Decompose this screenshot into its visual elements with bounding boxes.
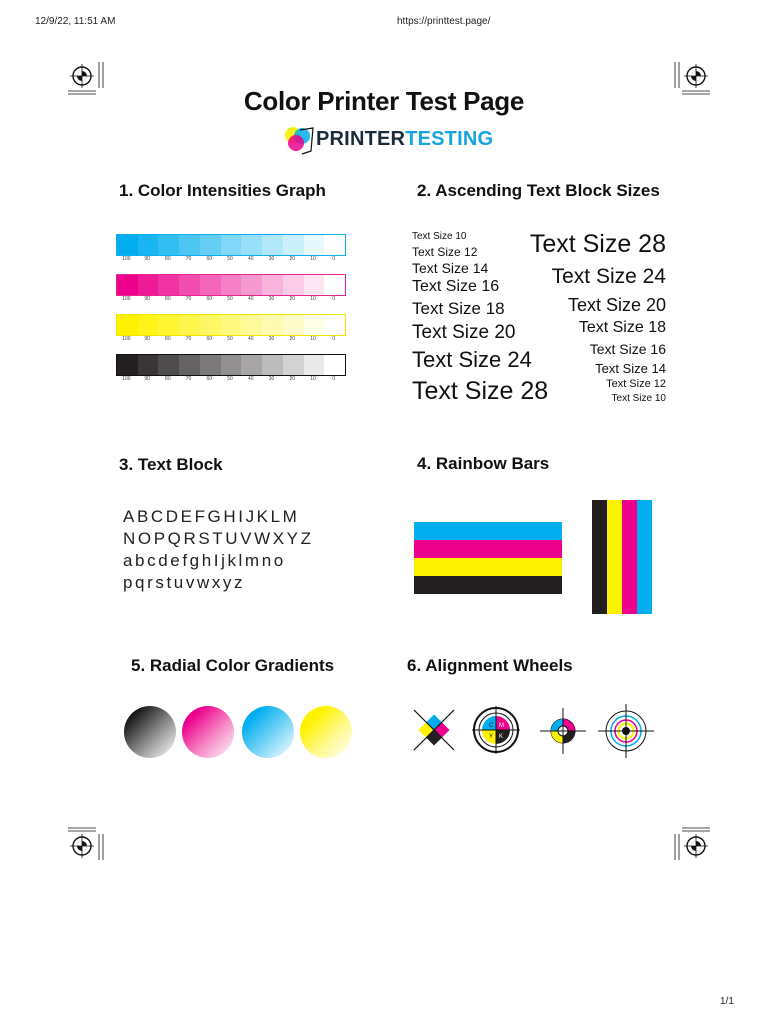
intensity-cell <box>117 355 138 375</box>
intensity-cell <box>304 315 325 335</box>
intensity-tick-label: 10 <box>310 376 316 382</box>
intensity-cell <box>221 275 242 295</box>
intensity-tick-label: 50 <box>227 256 233 262</box>
intensity-bar-black <box>116 354 346 376</box>
intensity-cell <box>138 355 159 375</box>
intensity-tick-label: 20 <box>289 336 296 342</box>
intensity-tick-label: 0 <box>332 256 336 262</box>
intensity-tick-label: 10 <box>310 296 316 302</box>
rainbow-column-magenta <box>622 500 637 614</box>
intensity-tick-label: 0 <box>332 296 336 302</box>
text-size-sample: Text Size 16 <box>589 341 666 357</box>
intensity-tick-label: 80 <box>165 256 171 262</box>
intensity-tick-label: 90 <box>144 296 150 302</box>
intensity-cell <box>179 315 200 335</box>
intensity-cell <box>262 355 283 375</box>
intensity-tick-label: 20 <box>289 376 296 382</box>
intensity-cell <box>179 275 200 295</box>
text-size-sample: Text Size 14 <box>412 260 489 276</box>
intensity-cell <box>158 275 179 295</box>
radial-gradient-black <box>124 706 176 758</box>
intensity-cell <box>304 275 325 295</box>
intensity-tick-label: 70 <box>185 296 192 302</box>
wheel-letter-k: K <box>499 734 504 740</box>
intensity-cell <box>179 355 200 375</box>
logo-text-printer: PRINTER <box>316 128 406 150</box>
section-heading-alignment-wheels: 6. Alignment Wheels <box>407 656 573 675</box>
ascending-text-right <box>500 230 666 410</box>
text-block-line: NOPQRSTUVWXYZ <box>123 529 314 548</box>
intensity-cell <box>241 315 262 335</box>
intensity-cell <box>241 355 262 375</box>
intensity-cell <box>304 235 325 255</box>
intensity-cell <box>283 235 304 255</box>
section-heading-color-intensities: 1. Color Intensities Graph <box>119 181 326 200</box>
intensity-tick-label: 50 <box>227 336 233 342</box>
intensity-tick-label: 70 <box>185 336 192 342</box>
page-title: Color Printer Test Page <box>243 86 525 116</box>
intensity-tick-label: 40 <box>247 256 254 262</box>
text-size-sample: Text Size 28 <box>412 377 549 405</box>
intensity-cell <box>138 235 159 255</box>
intensity-cell <box>200 355 221 375</box>
rainbow-bar-cyan <box>414 522 562 540</box>
intensity-tick-label: 50 <box>227 376 233 382</box>
section-heading-radial-gradients: 5. Radial Color Gradients <box>131 656 335 675</box>
text-size-sample: Text Size 10 <box>611 393 666 404</box>
print-datetime: 12/9/22, 11:51 AM <box>35 16 116 27</box>
intensity-tick-label: 30 <box>268 376 275 382</box>
intensity-tick-label: 100 <box>122 296 131 302</box>
rainbow-column-yellow <box>607 500 622 614</box>
text-size-sample: Text Size 24 <box>412 347 532 372</box>
intensity-ticks-cyan <box>116 256 344 262</box>
intensity-cell <box>283 275 304 295</box>
rainbow-bar-black <box>414 576 562 594</box>
intensity-cell <box>283 355 304 375</box>
alignment-diamond-icon <box>410 706 458 754</box>
wheel-letter-y: Y <box>489 734 494 740</box>
intensity-cell <box>324 355 345 375</box>
intensity-cell <box>241 235 262 255</box>
intensity-cell <box>221 355 242 375</box>
intensity-ticks-yellow <box>116 336 344 342</box>
text-block <box>123 506 314 594</box>
intensity-cell <box>158 355 179 375</box>
text-block-line: pqrstuvwxyz <box>123 573 246 592</box>
rainbow-column-black <box>592 500 607 614</box>
intensity-cell <box>304 355 325 375</box>
intensity-cell <box>179 235 200 255</box>
wheel-letter-m: M <box>499 723 504 729</box>
intensity-cell <box>324 275 345 295</box>
intensity-ticks-black <box>116 376 344 382</box>
section-heading-text-block: 3. Text Block <box>119 455 223 474</box>
text-block-line: abcdefghIjklmno <box>123 551 286 570</box>
intensity-tick-label: 100 <box>122 376 131 382</box>
rainbow-bar-magenta <box>414 540 562 558</box>
intensity-tick-label: 60 <box>206 296 213 302</box>
intensity-ticks-magenta <box>116 296 344 302</box>
text-size-sample: Text Size 24 <box>551 265 666 288</box>
intensity-cell <box>200 315 221 335</box>
registration-mark-bottom-left <box>62 826 108 862</box>
printertesting-logo <box>282 122 512 158</box>
intensity-cell <box>200 275 221 295</box>
text-size-sample: Text Size 18 <box>578 319 666 336</box>
intensity-tick-label: 90 <box>144 376 150 382</box>
intensity-cell <box>138 315 159 335</box>
intensity-cell <box>221 235 242 255</box>
print-url: https://printtest.page/ <box>397 16 491 27</box>
intensity-cell <box>158 315 179 335</box>
intensity-cell <box>138 275 159 295</box>
intensity-tick-label: 40 <box>247 376 254 382</box>
text-size-sample: Text Size 20 <box>567 295 666 315</box>
text-size-sample: Text Size 18 <box>412 299 505 318</box>
intensity-tick-label: 60 <box>206 336 213 342</box>
intensity-cell <box>324 315 345 335</box>
intensity-cell <box>241 275 262 295</box>
intensity-tick-label: 0 <box>332 376 336 382</box>
intensity-tick-label: 40 <box>247 296 254 302</box>
intensity-tick-label: 20 <box>289 296 296 302</box>
logo-wordmark <box>316 128 493 151</box>
intensity-cell <box>283 315 304 335</box>
intensity-cell <box>221 315 242 335</box>
registration-mark-bottom-right <box>670 826 716 862</box>
intensity-tick-label: 30 <box>268 336 275 342</box>
text-size-sample: Text Size 28 <box>529 230 666 258</box>
rainbow-bar-yellow <box>414 558 562 576</box>
intensity-tick-label: 100 <box>122 256 131 262</box>
cmy-circles-icon <box>282 124 316 156</box>
intensity-cell <box>324 235 345 255</box>
text-size-sample: Text Size 12 <box>412 245 478 259</box>
intensity-tick-label: 40 <box>247 336 254 342</box>
text-size-sample: Text Size 20 <box>412 322 516 343</box>
radial-gradient-yellow <box>300 706 352 758</box>
intensity-tick-label: 80 <box>165 296 171 302</box>
section-heading-rainbow-bars: 4. Rainbow Bars <box>417 454 550 473</box>
text-size-sample: Text Size 12 <box>606 378 666 390</box>
intensity-tick-label: 70 <box>185 256 192 262</box>
text-block-line: ABCDEFGHIJKLM <box>123 507 300 526</box>
intensity-tick-label: 100 <box>122 336 131 342</box>
radial-gradient-cyan <box>242 706 294 758</box>
rainbow-column-cyan <box>637 500 652 614</box>
intensity-tick-label: 70 <box>185 376 192 382</box>
intensity-tick-label: 50 <box>227 296 233 302</box>
intensity-cell <box>262 275 283 295</box>
intensity-cell <box>262 235 283 255</box>
intensity-bar-yellow <box>116 314 346 336</box>
intensity-bar-cyan <box>116 234 346 256</box>
text-size-sample: Text Size 14 <box>595 361 666 376</box>
intensity-cell <box>158 235 179 255</box>
intensity-tick-label: 80 <box>165 336 171 342</box>
intensity-tick-label: 90 <box>144 336 150 342</box>
intensity-cell <box>117 315 138 335</box>
intensity-tick-label: 30 <box>268 256 275 262</box>
text-size-sample: Text Size 16 <box>412 278 500 295</box>
intensity-tick-label: 30 <box>268 296 275 302</box>
intensity-cell <box>262 315 283 335</box>
intensity-tick-label: 0 <box>332 336 336 342</box>
logo-text-testing: TESTING <box>405 128 494 150</box>
alignment-cmyk-wheel-icon <box>470 704 522 756</box>
intensity-bar-magenta <box>116 274 346 296</box>
intensity-tick-label: 80 <box>165 376 171 382</box>
intensity-cell <box>117 235 138 255</box>
text-size-sample: Text Size 10 <box>412 231 467 242</box>
page-number: 1/1 <box>720 996 734 1007</box>
wheel-letter-c: C <box>489 723 494 729</box>
section-heading-ascending-text: 2. Ascending Text Block Sizes <box>417 181 660 200</box>
intensity-tick-label: 60 <box>206 256 213 262</box>
intensity-tick-label: 10 <box>310 336 316 342</box>
intensity-cell <box>200 235 221 255</box>
intensity-tick-label: 90 <box>144 256 150 262</box>
intensity-cell <box>117 275 138 295</box>
intensity-tick-label: 20 <box>289 256 296 262</box>
alignment-concentric-wheel-icon <box>598 704 654 758</box>
alignment-target-wheel-icon <box>538 706 588 756</box>
intensity-tick-label: 60 <box>206 376 213 382</box>
intensity-tick-label: 10 <box>310 256 316 262</box>
radial-gradient-magenta <box>182 706 234 758</box>
